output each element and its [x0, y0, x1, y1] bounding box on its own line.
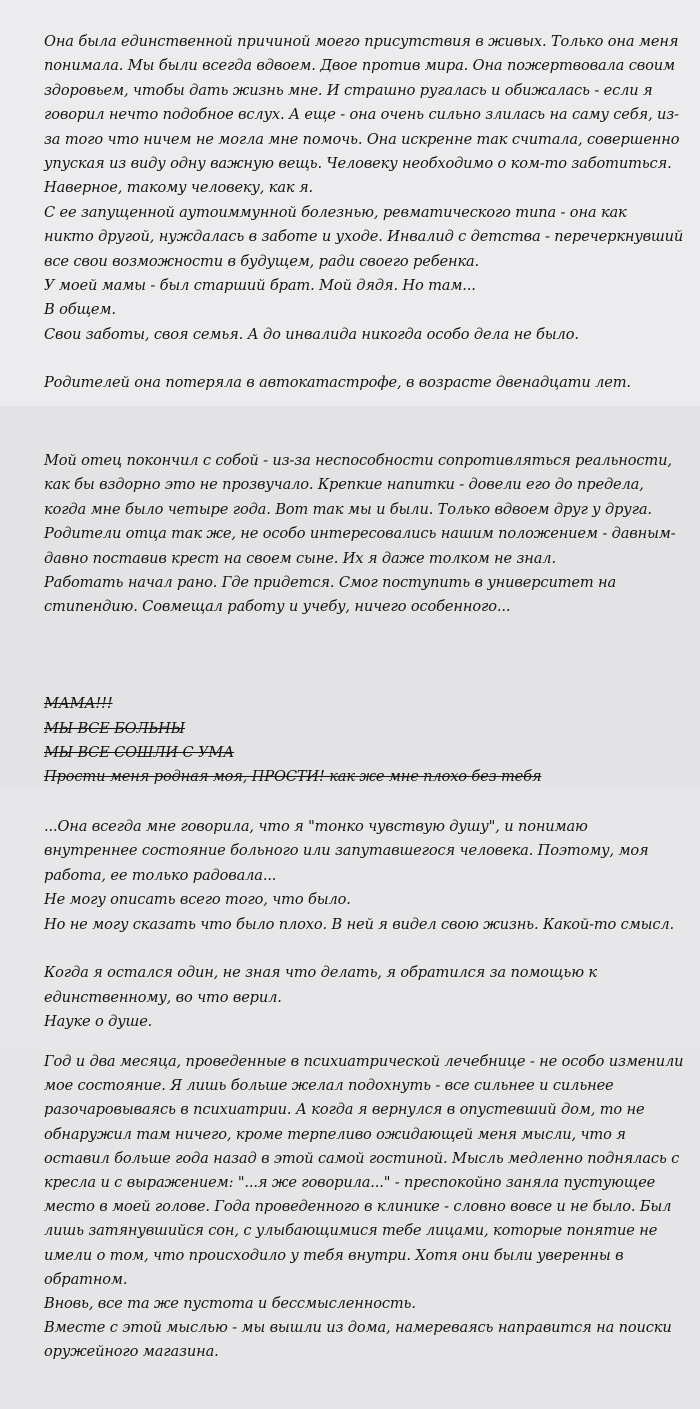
text-line: обнаружил там ничего, кроме терпеливо ожидающей меня мысли, что я — [44, 1125, 626, 1143]
text-line: стипендию. Совмещал работу и учебу, ничего особенного... — [44, 598, 511, 616]
text-line: обратном. — [44, 1270, 128, 1288]
text-line: работа, ее только радовала... — [44, 866, 277, 884]
struck-line: МАМА!!! — [44, 695, 113, 713]
text-line: разочаровываясь в психиатрии. А когда я вернулся в опустевший дом, то не — [44, 1101, 645, 1119]
text-line: все свои возможности в будущем, ради своего ребенка. — [44, 252, 480, 270]
text-line: Работать начал рано. Где придется. Смог поступить в университет на — [44, 573, 617, 591]
text-line: мое состояние. Я лишь больше желал подохнуть - все сильнее и сильнее — [44, 1077, 614, 1095]
text-panel-4 — [0, 1050, 700, 1409]
paragraph-gap — [44, 668, 670, 692]
text-line: Наверное, такому человеку, как я. — [44, 179, 313, 197]
text-line: за того что ничем не могла мне помочь. Она искренне так считала, совершенно — [44, 130, 680, 148]
paragraph-gap — [44, 620, 670, 668]
text-line: Год и два месяца, проведенные в психиатрической лечебнице - не особо изменили — [44, 1053, 684, 1070]
text-line: оружейного магазина. — [44, 1343, 219, 1361]
struck-line: МЫ ВСЕ СОШЛИ С УМА — [44, 743, 235, 761]
text-line: Родители отца так же, не особо интересовались нашим положением - давным- — [44, 525, 676, 543]
text-line: говорил нечто подобное вслух. А еще - она очень сильно злилась на саму себя, из- — [44, 106, 679, 124]
text-line: единственному, во что верил. — [44, 988, 282, 1006]
text-line: имели о том, что происходило у тебя внутри. Хотя они были уверенны в — [44, 1246, 624, 1264]
text-line: Но не могу сказать что было плохо. В ней я видел свою жизнь. Какой-то смысл. — [44, 915, 675, 933]
paragraph-gap — [44, 347, 670, 371]
text-line: здоровьем, чтобы дать жизнь мне. И страшно ругалась и обижалась - если я — [44, 81, 653, 99]
text-panel-2 — [0, 406, 700, 788]
text-line: место в моей голове. Года проведенного в клинике - словно вовсе и не было. Был — [44, 1198, 672, 1216]
text-line: Мой отец покончил с собой - из-за неспособности сопротивляться реальности, — [44, 452, 672, 469]
text-line: Вместе с этой мыслью - мы вышли из дома, намереваясь направится на поиски — [44, 1319, 672, 1337]
text-line: никто другой, нуждалась в заботе и уходе. Инвалид с детства - перечеркнувший — [44, 228, 684, 246]
struck-line: МЫ ВСЕ БОЛЬНЫ — [44, 719, 185, 737]
text-line: когда мне было четыре года. Вот так мы и были. Только вдвоем друг у друга. — [44, 500, 652, 518]
text-line: кресла и с выражением: "...я же говорила..." - преспокойно заняла пустующее — [44, 1173, 656, 1191]
text-line: Родителей она потеряла в автокатастрофе, в возрасте двенадцати лет. — [44, 374, 631, 392]
struck-line: Прости меня родная моя, ПРОСТИ! как же мне плохо без тебя — [44, 768, 542, 786]
paragraph-gap — [44, 937, 670, 961]
text-line: Когда я остался один, не зная что делать, я обратился за помощью к — [44, 964, 597, 982]
text-line: понимала. Мы были всегда вдвоем. Двое против мира. Она пожертвовала своим — [44, 57, 675, 75]
text-line: Науке о душе. — [44, 1013, 153, 1031]
text-line: оставил больше года назад в этой самой гостиной. Мысль медленно поднялась с — [44, 1149, 680, 1167]
text-line: Вновь, все та же пустота и бессмысленность. — [44, 1294, 416, 1312]
text-line: ...Она всегда мне говорила, что я "тонко чувствую душу", и понимаю — [44, 818, 588, 835]
text-line: внутреннее состояние больного или запутавшегося человека. Поэтому, моя — [44, 842, 649, 860]
text-panel-1 — [0, 0, 700, 406]
text-panel-3 — [0, 788, 700, 1050]
text-line: Не могу описать всего того, что было. — [44, 891, 351, 909]
text-line: лишь затянувшийся сон, с улыбающимися тебе лицами, которые понятие не — [44, 1222, 658, 1240]
text-line: давно поставив крест на своем сыне. Их я даже толком не знал. — [44, 549, 556, 567]
text-line: как бы вздорно это не прозвучало. Крепкие напитки - довели его до предела, — [44, 476, 644, 494]
text-line: У моей мамы - был старший брат. Мой дядя. Но там... — [44, 276, 476, 294]
text-line: Она была единственной причиной моего присутствия в живых. Только она меня — [44, 33, 679, 50]
text-line: упуская из виду одну важную вещь. Человеку необходимо о ком-то заботиться. — [44, 154, 672, 172]
text-line: С ее запущенной аутоиммунной болезнью, ревматического типа - она как — [44, 203, 627, 221]
text-line: Свои заботы, своя семья. А до инвалида никогда особо дела не было. — [44, 325, 579, 343]
text-line: В общем. — [44, 301, 116, 319]
